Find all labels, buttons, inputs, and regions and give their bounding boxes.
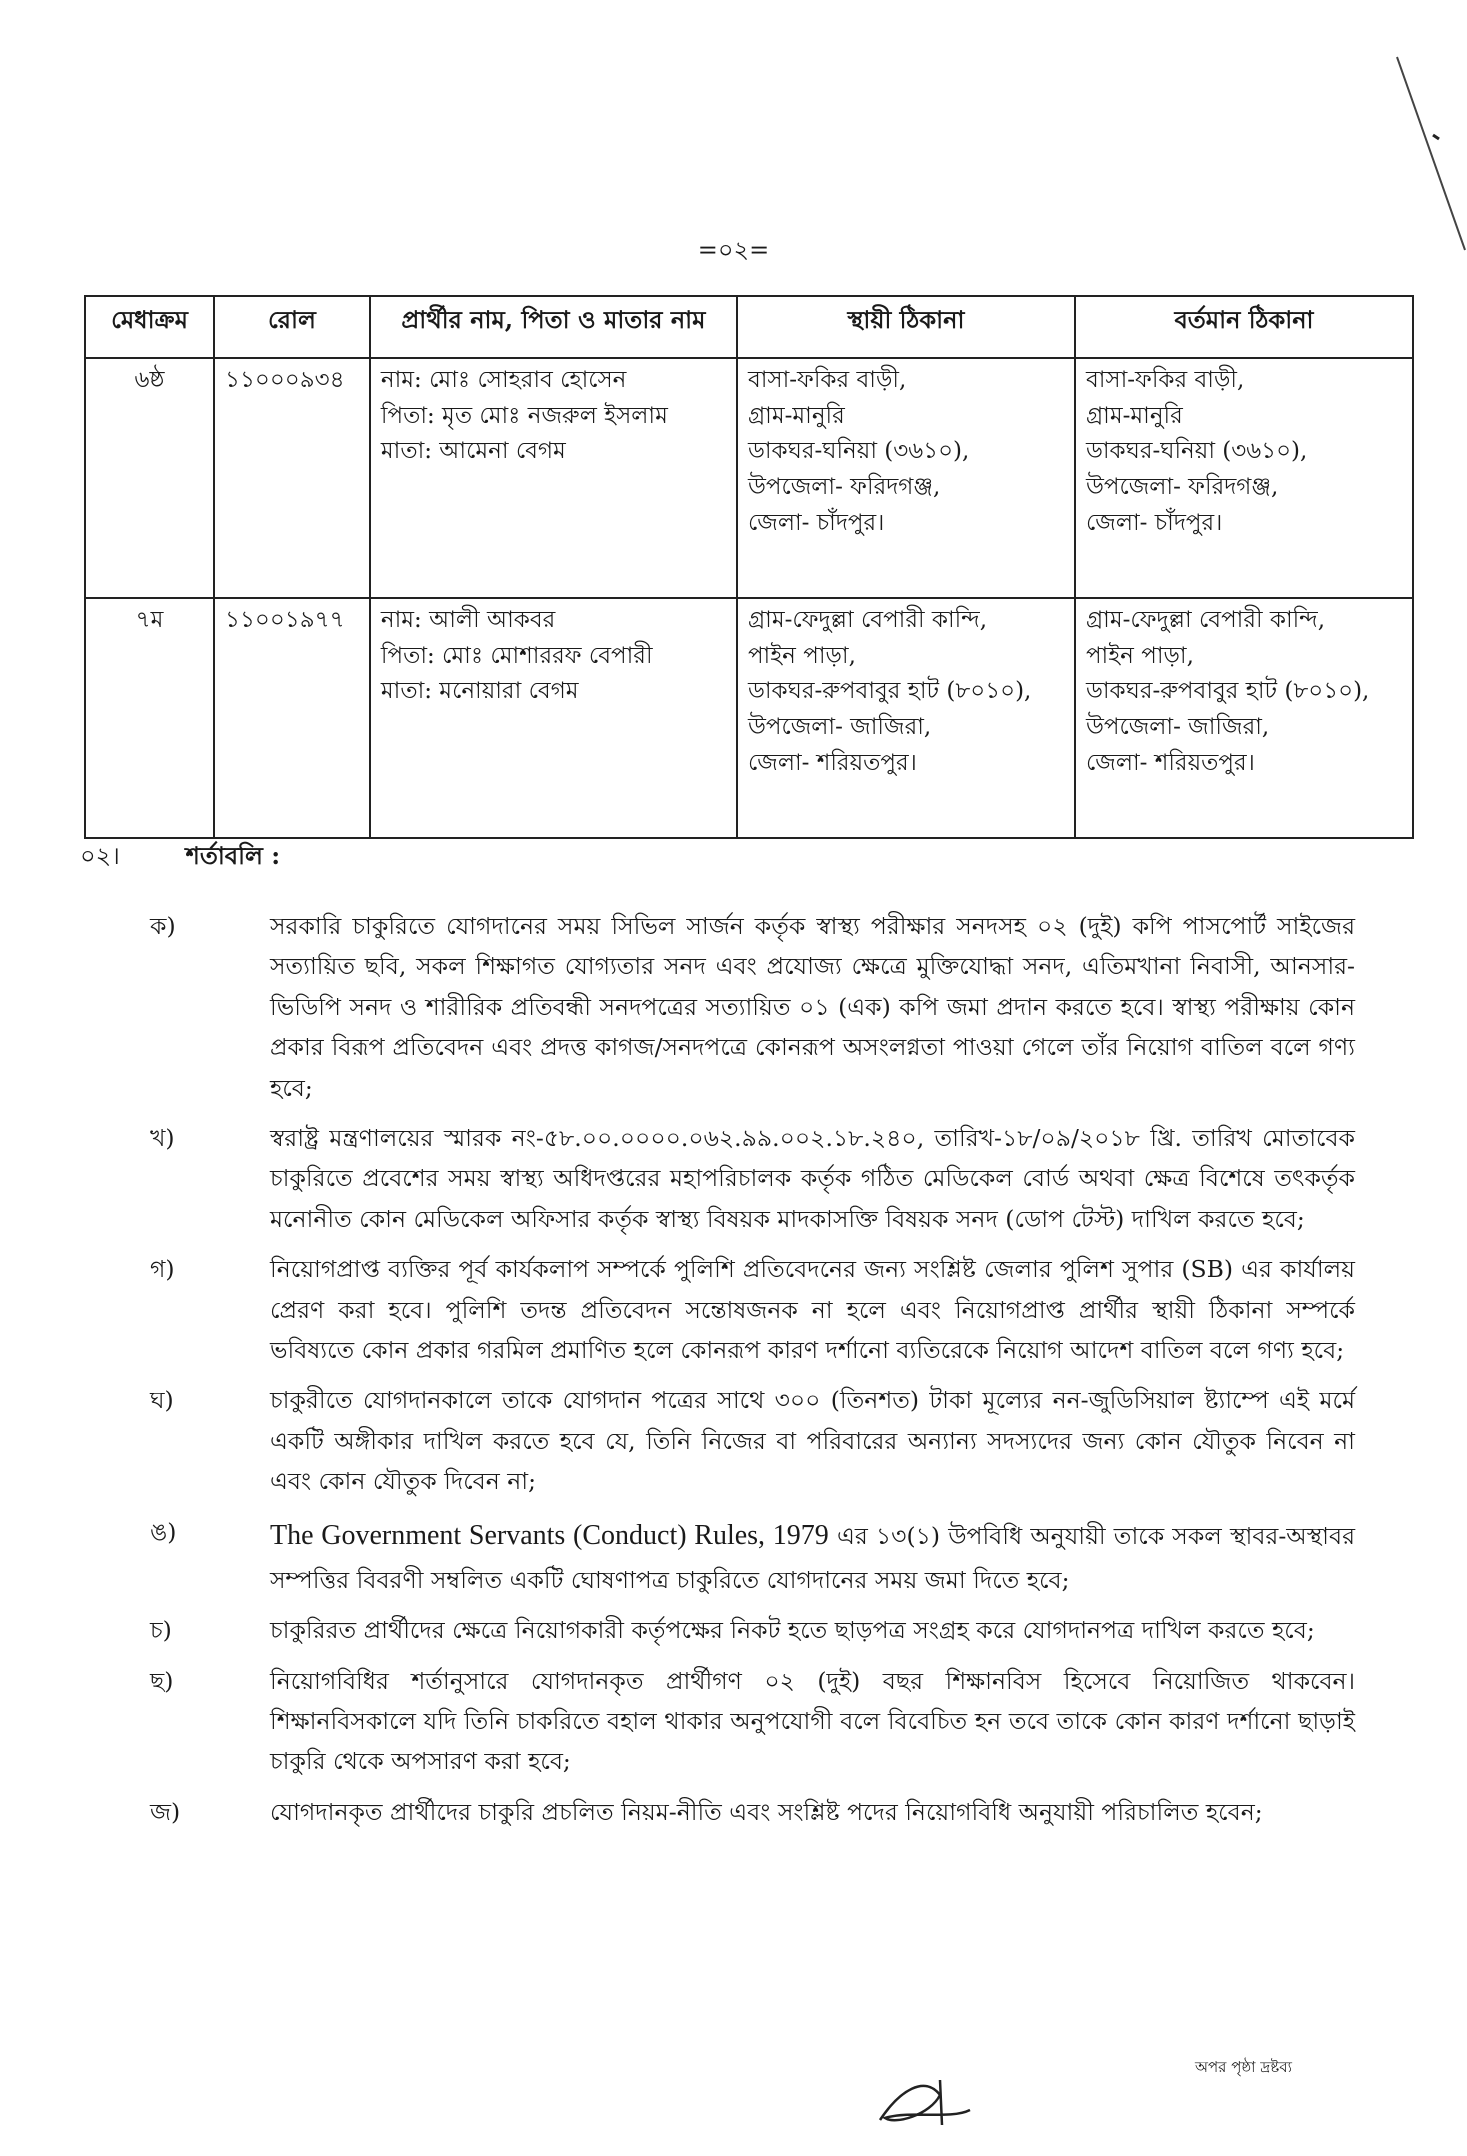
condition-text: চাকুরিরত প্রার্থীদের ক্ষেত্রে নিয়োগকারী কর্তৃপক্ষের নিকট হতে ছাড়পত্র সংগ্রহ করে যোগদানপত্র দাখিল করতে হবে; [270, 1616, 1315, 1645]
table-row [85, 358, 1413, 598]
header-current-address: বর্তমান ঠিকানা [1075, 296, 1413, 358]
condition-item [140, 1661, 1355, 1782]
signature-mark [870, 2070, 980, 2130]
address-line: জেলা- শরিয়তপুর। [747, 749, 917, 776]
page-fold-mark [1395, 55, 1467, 255]
page-number: =০২= [697, 236, 770, 264]
header-permanent-address: স্থায়ী ঠিকানা [737, 296, 1075, 358]
address-line: গ্রাম-মানুরি [1085, 402, 1183, 429]
father-line: পিতা: মোঃ মোশাররফ বেপারী [380, 642, 653, 669]
address-line: গ্রাম-ফেদুল্লা বেপারী কান্দি, [747, 607, 988, 633]
condition-item [140, 906, 1355, 1108]
address-line: উপজেলা- জাজিরা, [747, 713, 932, 740]
cell-roll: ১১০০০৯৩৪ [214, 358, 370, 598]
condition-text [270, 1512, 1355, 1601]
address-line: উপজেলা- ফরিদগঞ্জ, [747, 473, 941, 500]
name-line: নাম: মোঃ সোহরাব হোসেন [380, 367, 627, 393]
conditions-heading [80, 838, 280, 878]
condition-item [140, 1512, 1355, 1601]
address-line: জেলা- শরিয়তপুর। [1085, 749, 1255, 776]
address-line: গ্রাম-ফেদুল্লা বেপারী কান্দি, [1085, 607, 1326, 633]
cell-merit: ৬ষ্ঠ [85, 358, 214, 598]
candidate-table [84, 295, 1414, 839]
header-roll: রোল [214, 296, 370, 358]
address-line: ডাকঘর-ঘনিয়া (৩৬১০), [747, 438, 970, 465]
name-line: নাম: আলী আকবর [380, 607, 556, 633]
address-line: ডাকঘর-রুপবাবুর হাট (৮০১০), [1085, 678, 1370, 705]
condition-text: সরকারি চাকুরিতে যোগদানের সময় সিভিল সার্জন কর্তৃক স্বাস্থ্য পরীক্ষার সনদসহ ০২ (দুই) কপি পাসপোর্ট সাইজের সত্যায়িত ছবি, সকল শিক্ষাগত যোগ্যতার সনদ এবং প্রযোজ্য ক্ষেত্রে মুক্তিযোদ্ধা সনদ, এতিমখানা নিবাসী, আনসার-ভিডিপি সনদ ও শারীরিক প্রতিবন্ধী সনদপত্রের সত্যায়িত ০১ (এক) কপি জমা প্রদান করতে হবে। স্বাস্থ্য পরীক্ষায় কোন প্রকার বিরূপ প্রতিবেদন এবং প্রদত্ত কাগজ/সনদপত্রে কোনরূপ অসংলগ্নতা পাওয়া গেলে তাঁর নিয়োগ বাতিল বলে গণ্য হবে; [270, 912, 1355, 1102]
condition-item [140, 1610, 1355, 1650]
address-line: গ্রাম-মানুরি [747, 402, 845, 429]
mother-line: মাতা: মনোয়ারা বেগম [380, 678, 579, 705]
condition-label: গ) [150, 1255, 175, 1284]
condition-item [140, 1380, 1355, 1501]
father-line: পিতা: মৃত মোঃ নজরুল ইসলাম [380, 402, 668, 429]
cell-name [370, 598, 737, 838]
address-line: উপজেলা- ফরিদগঞ্জ, [1085, 473, 1279, 500]
header-name: প্রার্থীর নাম, পিতা ও মাতার নাম [370, 296, 737, 358]
continued-note: অপর পৃষ্ঠা দ্রষ্টব্য [1195, 2058, 1292, 2076]
cell-roll: ১১০০১৯৭৭ [214, 598, 370, 838]
condition-label: খ) [150, 1124, 175, 1153]
address-line: পাইন পাড়া, [747, 642, 856, 669]
address-line: উপজেলা- জাজিরা, [1085, 713, 1270, 740]
rules-title: The Government Servants (Conduct) Rules, 1979 [270, 1519, 829, 1551]
mother-line: মাতা: আমেনা বেগম [380, 438, 566, 465]
cell-permanent-address [737, 598, 1075, 838]
condition-label: জ) [150, 1797, 181, 1826]
table-row [85, 598, 1413, 838]
address-line: জেলা- চাঁদপুর। [1085, 509, 1223, 536]
address-line: জেলা- চাঁদপুর। [747, 509, 885, 536]
address-line: বাসা-ফকির বাড়ী, [747, 367, 907, 393]
conditions-list [140, 906, 1355, 1842]
condition-label: ক) [150, 912, 176, 940]
condition-text: যোগদানকৃত প্রার্থীদের চাকুরি প্রচলিত নিয়ম-নীতি এবং সংশ্লিষ্ট পদের নিয়োগবিধি অনুযায়ী পরিচালিত হবেন; [270, 1797, 1263, 1826]
address-line: ডাকঘর-ঘনিয়া (৩৬১০), [1085, 438, 1308, 465]
condition-text: নিয়োগপ্রাপ্ত ব্যক্তির পূর্ব কার্যকলাপ সম্পর্কে পুলিশি প্রতিবেদনের জন্য সংশ্লিষ্ট জেলার পুলিশ সুপার (SB) এর কার্যালয় প্রেরণ করা হবে। পুলিশি তদন্ত প্রতিবেদন সন্তোষজনক না হলে এবং নিয়োগপ্রাপ্ত প্রার্থীর স্থায়ী ঠিকানা সম্পর্কে ভবিষ্যতে কোন প্রকার গরমিল প্রমাণিত হলে কোনরূপ কারণ দর্শানো ব্যতিরেকে নিয়োগ আদেশ বাতিল বলে গণ্য হবে; [270, 1255, 1355, 1365]
condition-label: ঙ) [150, 1517, 177, 1546]
cell-current-address [1075, 358, 1413, 598]
header-merit: মেধাক্রম [85, 296, 214, 358]
cell-permanent-address [737, 358, 1075, 598]
condition-text: নিয়োগবিধির শর্তানুসারে যোগদানকৃত প্রার্থীগণ ০২ (দুই) বছর শিক্ষানবিস হিসেবে নিয়োজিত থাকবেন। শিক্ষানবিসকালে যদি তিনি চাকরিতে বহাল থাকার অনুপযোগী বলে বিবেচিত হন তবে তাকে কোন কারণ দর্শানো ছাড়াই চাকুরি থেকে অপসারণ করা হবে; [270, 1666, 1355, 1776]
condition-label: ঘ) [150, 1386, 174, 1415]
condition-text-rest: এর ১৩(১) উপবিধি অনুযায়ী তাকে সকল স্থাবর-অস্থাবর সম্পত্তির বিবরণী সম্বলিত একটি ঘোষণাপত্র চাকুরিতে যোগদানের সময় জমা দিতে হবে; [270, 1521, 1356, 1594]
cell-current-address [1075, 598, 1413, 838]
address-line: ডাকঘর-রুপবাবুর হাট (৮০১০), [747, 678, 1032, 705]
table-header-row [85, 296, 1413, 358]
condition-label: ছ) [150, 1666, 174, 1695]
condition-text: স্বরাষ্ট্র মন্ত্রণালয়ের স্মারক নং-৫৮.০০.০০০০.০৬২.৯৯.০০২.১৮.২৪০, তারিখ-১৮/০৯/২০১৮ খ্রি. তারিখ মোতাবেক চাকুরিতে প্রবেশের সময় স্বাস্থ্য অধিদপ্তরের মহাপরিচালক কর্তৃক গঠিত মেডিকেল বোর্ড অথবা ক্ষেত্র বিশেষে তৎকর্তৃক মনোনীত কোন মেডিকেল অফিসার কর্তৃক স্বাস্থ্য বিষয়ক মাদকাসক্তি বিষয়ক সনদ (ডোপ টেস্ট) দাখিল করতে হবে; [270, 1124, 1355, 1233]
cell-merit: ৭ম [85, 598, 214, 838]
condition-item [140, 1792, 1355, 1832]
section-number: ০২। [80, 842, 120, 870]
condition-item [140, 1249, 1355, 1370]
address-line: পাইন পাড়া, [1085, 642, 1194, 669]
cell-name [370, 358, 737, 598]
address-line: বাসা-ফকির বাড়ী, [1085, 367, 1245, 393]
condition-item [140, 1118, 1355, 1239]
condition-label: চ) [150, 1616, 172, 1645]
section-title: শর্তাবলি : [185, 841, 281, 870]
condition-text: চাকুরীতে যোগদানকালে তাকে যোগদান পত্রের সাথে ৩০০ (তিনশত) টাকা মূল্যের নন-জুডিসিয়াল ষ্ট্যাম্পে এই মর্মে একটি অঙ্গীকার দাখিল করতে হবে যে, তিনি নিজের বা পরিবারের অন্যান্য সদস্যদের জন্য কোন যৌতুক নিবেন না এবং কোন যৌতুক দিবেন না; [270, 1386, 1355, 1496]
